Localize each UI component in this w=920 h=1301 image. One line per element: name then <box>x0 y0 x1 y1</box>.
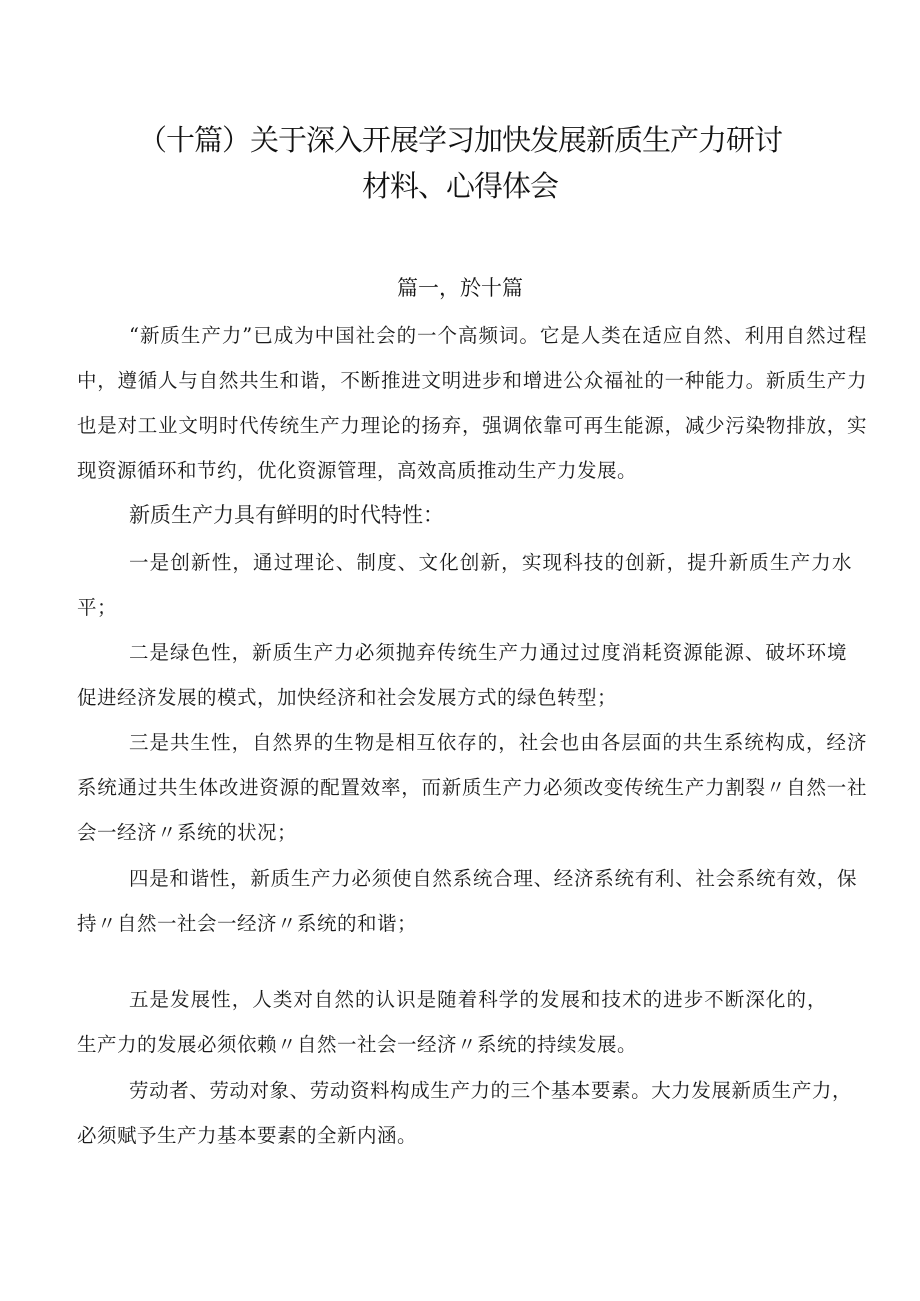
document-title-line-2: 材料、心得体会 <box>361 169 558 203</box>
paragraph-symbiosis: 三是共生性，自然界的生物是相互依存的，社会也由各层面的共生系统构成，经济系统通过共生体改进资源的配置效率，而新质生产力必须改变传统生产力割裂〃自然一社会一经济〃系统的状况； <box>77 731 867 844</box>
paragraph-green: 二是绿色性，新质生产力必须抛弃传统生产力通过过度消耗资源能源、破坏环境促进经济发展的模式，加快经济和社会发展方式的绿色转型； <box>77 641 847 709</box>
paragraph-harmony: 四是和谐性，新质生产力必须使自然系统合理、经济系统有利、社会系统有效，保持〃自然一社会一经济〃系统的和谐； <box>77 867 857 935</box>
section-heading: 篇一，於十篇 <box>397 276 523 300</box>
paragraph-elements: 劳动者、劳动对象、劳动资料构成生产力的三个基本要素。大力发展新质生产力，必须赋予生产力基本要素的全新内涵。 <box>77 1079 852 1147</box>
paragraph-intro: “新质生产力”已成为中国社会的一个高频词。它是人类在适应自然、利用自然过程中，遵循人与自然共生和谐，不断推进文明进步和增进公众福祉的一种能力。新质生产力也是对工业文明时代传统生产力理论的扬弃，强调依靠可再生能源，减少污染物排放，实现资源循环和节约，优化资源管理，高效高质推动生产力发展。 <box>77 324 867 482</box>
paragraph-innovation: 一是创新性，通过理论、制度、文化创新，实现科技的创新，提升新质生产力水平； <box>77 551 852 619</box>
paragraph-development: 五是发展性，人类对自然的认识是随着科学的发展和技术的进步不断深化的，生产力的发展必须依赖〃自然一社会一经济〃系统的持续发展。 <box>77 988 827 1056</box>
document-title-line-1: （十篇）关于深入开展学习加快发展新质生产力研讨 <box>137 123 782 157</box>
paragraph-features-heading: 新质生产力具有鲜明的时代特性： <box>129 503 444 527</box>
